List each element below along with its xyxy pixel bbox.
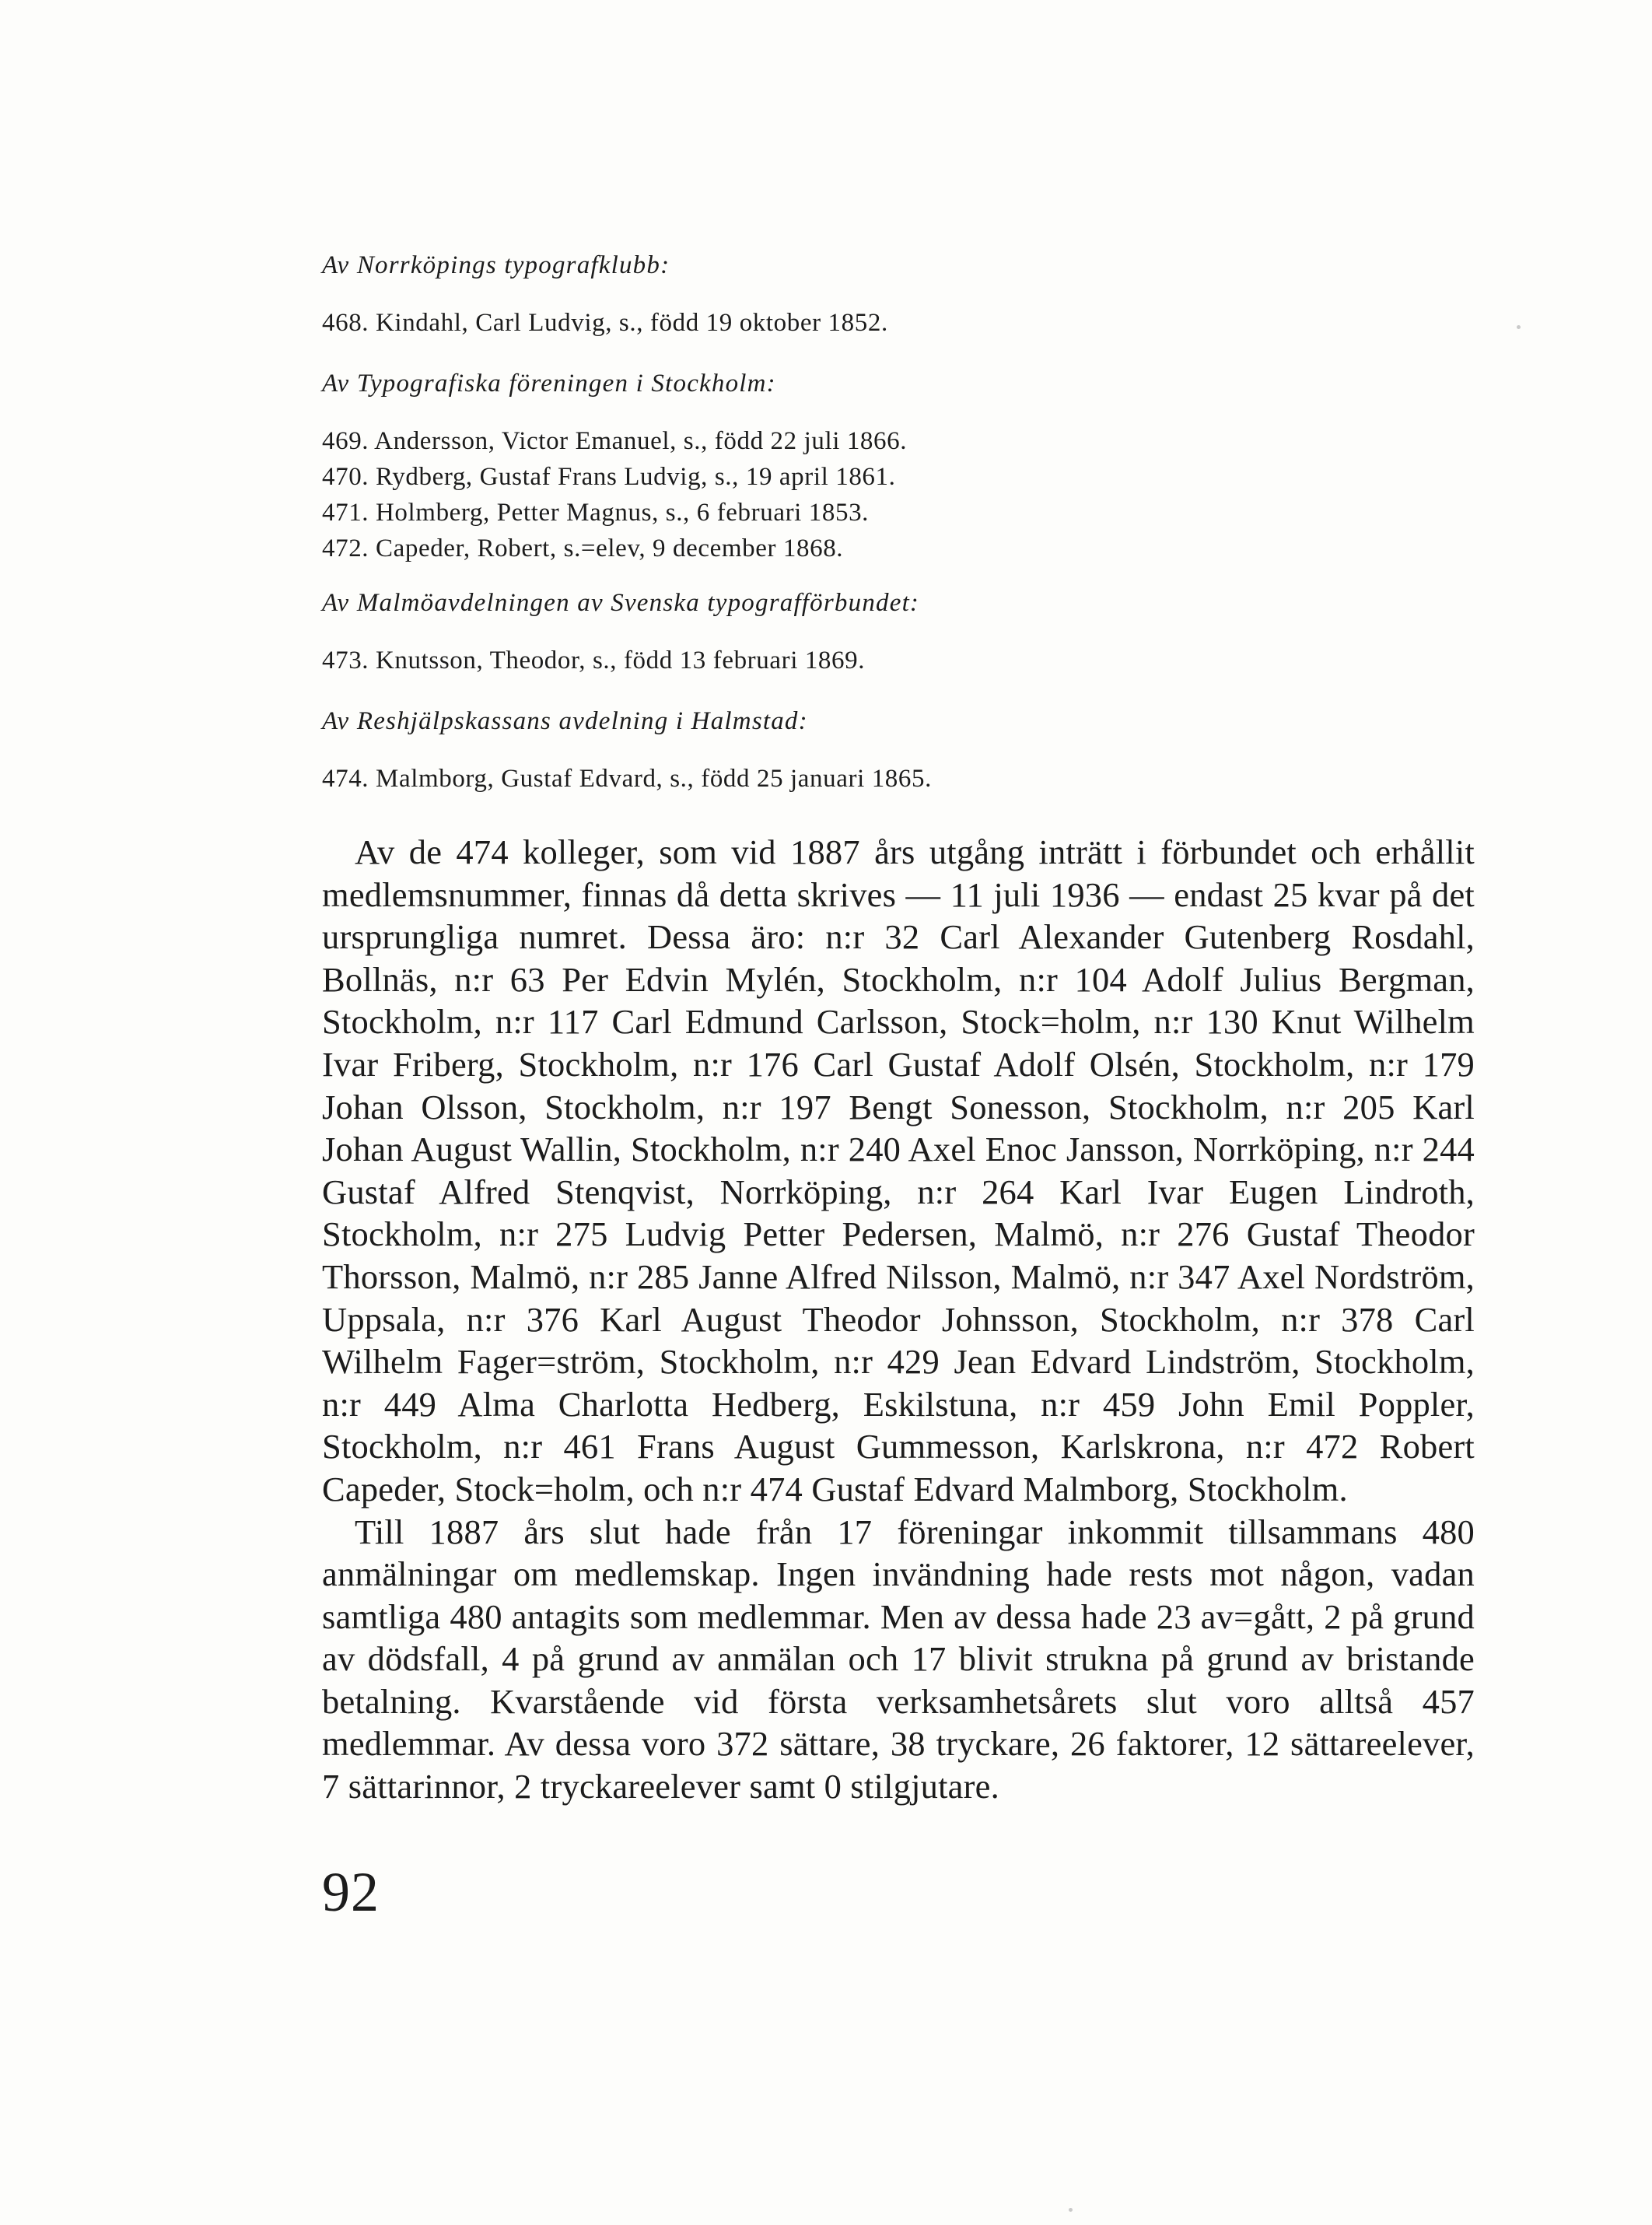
paper-speck <box>1517 325 1521 329</box>
page-number: 92 <box>322 1861 380 1923</box>
section-stockholm <box>322 366 1458 566</box>
body-text <box>322 831 1475 1808</box>
member-entry: 474. Malmborg, Gustaf Edvard, s., född 25 januari 1865. <box>322 765 932 793</box>
section-heading: Av Norrköpings typografklubb: <box>322 251 670 279</box>
member-entry: 468. Kindahl, Carl Ludvig, s., född 19 oktober 1852. <box>322 309 888 337</box>
paragraph-year-summary: Till 1887 års slut hade från 17 föreningar inkommit tillsammans 480 anmälningar om medlemskap. Ingen invändning hade rests mot någon, vadan samtliga 480 antagits som medlemmar. Men av dessa hade 23 av=gått, 2 på grund av dödsfall, 4 på grund av anmälan och 17 blivit strukna på grund av bristande betalning. Kvarstående vid första verksamhetsårets slut voro alltså 457 medlemmar. Av dessa voro 372 sättare, 38 tryckare, 26 faktorer, 12 sättareelever, 7 sättarinnor, 2 tryckareelever samt 0 stilgjutare. <box>322 1512 1475 1806</box>
paper-speck <box>1069 2208 1073 2212</box>
member-entry: 470. Rydberg, Gustaf Frans Ludvig, s., 19 april 1861. <box>322 463 896 491</box>
paragraph-remaining-members: Av de 474 kolleger, som vid 1887 års utgång inträtt i förbundet och erhållit medlemsnummer, finnas då detta skrives — 11 juli 1936 — endast 25 kvar på det ursprungliga numret. Dessa äro: n:r 32 Carl Alexander Gutenberg Rosdahl, Bollnäs, n:r 63 Per Edvin Mylén, Stockholm, n:r 104 Adolf Julius Bergman, Stockholm, n:r 117 Carl Edmund Carlsson, Stock=holm, n:r 130 Knut Wilhelm Ivar Friberg, Stockholm, n:r 176 Carl Gustaf Adolf Olsén, Stockholm, n:r 179 Johan Olsson, Stockholm, n:r 197 Bengt Sonesson, Stockholm, n:r 205 Karl Johan August Wallin, Stockholm, n:r 240 Axel Enoc Jansson, Norrköping, n:r 244 Gustaf Alfred Stenqvist, Norrköping, n:r 264 Karl Ivar Eugen Lindroth, Stockholm, n:r 275 Ludvig Petter Pedersen, Malmö, n:r 276 Gustaf Theodor Thorsson, Malmö, n:r 285 Janne Alfred Nilsson, Malmö, n:r 347 Axel Nordström, Uppsala, n:r 376 Karl August Theodor Johnsson, Stockholm, n:r 378 Carl Wilhelm Fager=ström, Stockholm, n:r 429 Jean Edvard Lindström, Stockholm, n:r 449 Alma Charlotta Hedberg, Eskilstuna, n:r 459 John Emil Poppler, Stockholm, n:r 461 Frans August Gummesson, Karlskrona, n:r 472 Robert Capeder, Stock=holm, och n:r 474 Gustaf Edvard Malmborg, Stockholm. <box>322 832 1475 1508</box>
section-norrkoping <box>322 247 1458 341</box>
section-heading: Av Malmöavdelningen av Svenska typografförbundet: <box>322 589 920 617</box>
section-heading: Av Typografiska föreningen i Stockholm: <box>322 370 776 398</box>
member-entry: 473. Knutsson, Theodor, s., född 13 februari 1869. <box>322 646 866 675</box>
member-entry: 469. Andersson, Victor Emanuel, s., född 22 juli 1866. <box>322 427 908 455</box>
section-heading: Av Reshjälpskassans avdelning i Halmstad: <box>322 707 808 735</box>
section-halmstad <box>322 703 1458 797</box>
section-malmo <box>322 585 1458 678</box>
member-entry: 472. Capeder, Robert, s.=elev, 9 december 1868. <box>322 534 844 562</box>
member-entry: 471. Holmberg, Petter Magnus, s., 6 februari 1853. <box>322 499 870 527</box>
